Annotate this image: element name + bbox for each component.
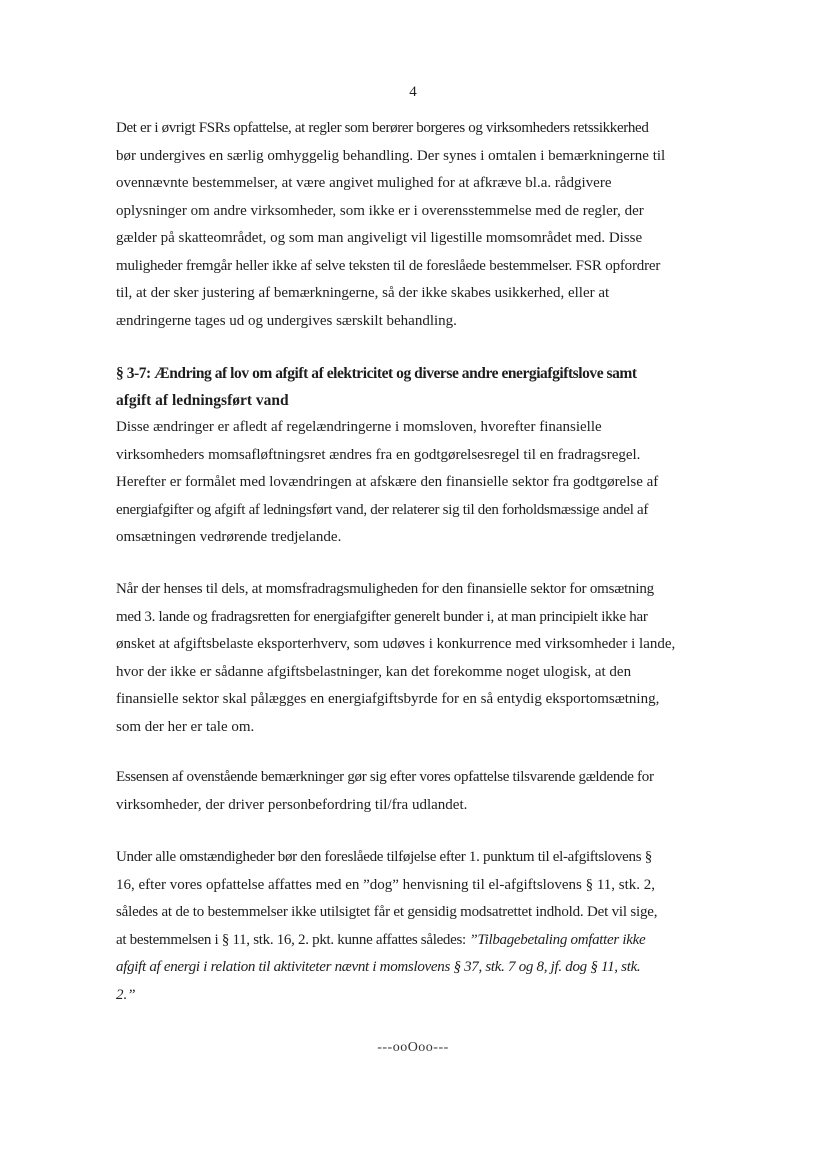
quoted-provision-text: 2.” [116,986,136,1003]
section-heading-line: afgift af ledningsført vand [116,392,289,409]
paragraph-line: ovennævnte bestemmelser, at være angivet mulighed for at afkræve bl.a. rådgivere [116,175,612,191]
paragraph-line: ændringerne tages ud og undergives særskilt behandling. [116,312,457,329]
paragraph-line: som der her er tale om. [116,718,255,735]
paragraph-line: energiafgifter og afgift af ledningsført vand, der relaterer sig til den forholdsmæssige andel af [116,501,649,518]
paragraph-line: gælder på skatteområdet, og som man angiveligt vil ligestille momsområdet med. Disse [116,230,643,246]
paragraph-retssikkerhed [116,115,716,335]
paragraph-line: Det er i øvrigt FSRs opfattelse, at regler som berører borgeres og virksomheders retssikkerhed [116,120,649,136]
paragraph-aendringer [116,414,716,552]
paragraph-el-afgiftsloven [116,844,716,1009]
paragraph-line: Når der henses til dels, at momsfradragsmuligheden for den finansielle sektor for omsætning [116,581,654,597]
closing-mark: ---ooOoo--- [377,1040,449,1055]
paragraph-line: til, at der sker justering af bemærkningerne, så der ikke skabes usikkerhed, eller at [116,285,610,301]
paragraph-personbefordring [116,764,716,819]
paragraph-line: Essensen af ovenstående bemærkninger gør sig efter vores opfattelse tilsvarende gældende for [116,769,654,785]
paragraph-line: oplysninger om andre virksomheder, som ikke er i overensstemmelse med de regler, der [116,202,644,219]
quoted-provision-text: ”Tilbagebetaling omfatter ikke [469,931,646,948]
quoted-provision-text: afgift af energi i relation til aktiviteter nævnt i momslovens § 37, stk. 7 og 8, jf. dog § 11, stk. [116,959,641,975]
section-heading-line: § 3-7: Ændring af lov om afgift af elektricitet og diverse andre energiafgiftslove samt [116,365,637,382]
paragraph-line: muligheder fremgår heller ikke af selve teksten til de foreslåede bestemmelser. FSR opfordrer [116,257,661,274]
page-number: 4 [409,84,417,100]
paragraph-line: Disse ændringer er afledt af regelændringerne i momsloven, hvorefter finansielle [116,419,602,435]
paragraph-line: Under alle omstændigheder bør den foreslåede tilføjelse efter 1. punktum til el-afgiftslovens § [116,849,652,865]
paragraph-line: omsætningen vedrørende tredjelande. [116,529,342,545]
paragraph-line: hvor der ikke er sådanne afgiftsbelastninger, kan det forekomme noget ulogisk, at den [116,663,632,680]
paragraph-line: Herefter er formålet med lovændringen at afskære den finansielle sektor fra godtgørelse af [116,474,659,490]
paragraph-line: virksomheder, der driver personbefordring til/fra udlandet. [116,796,468,813]
section-heading [116,360,716,414]
line-prefix-text: at bestemmelsen i § 11, stk. 16, 2. pkt. kunne affattes således: [116,931,470,948]
paragraph-line: finansielle sektor skal pålægges en energiafgiftsbyrde for en så entydig eksportomsætning, [116,691,660,707]
paragraph-line: bør undergives en særlig omhyggelig behandling. Der synes i omtalen i bemærkningerne til [116,147,666,164]
paragraph-line: ønsket at afgiftsbelaste eksporterhverv, som udøves i konkurrence med virksomheder i lande, [116,636,676,652]
paragraph-line: 16, efter vores opfattelse affattes med en ”dog” henvisning til el-afgiftslovens § 11, stk. 2, [116,876,656,893]
paragraph-line: virksomheders momsafløftningsret ændres fra en godtgørelsesregel til en fradragsregel. [116,446,641,463]
paragraph-line: med 3. lande og fradragsretten for energiafgifter generelt bunder i, at man principielt ikke har [116,608,648,625]
paragraph-line: således at de to bestemmelser ikke utilsigtet får et gensidig modsatrettet indhold. Det vil sige, [116,904,658,920]
paragraph-momsfradrag [116,576,716,741]
paragraph-line [116,927,716,955]
